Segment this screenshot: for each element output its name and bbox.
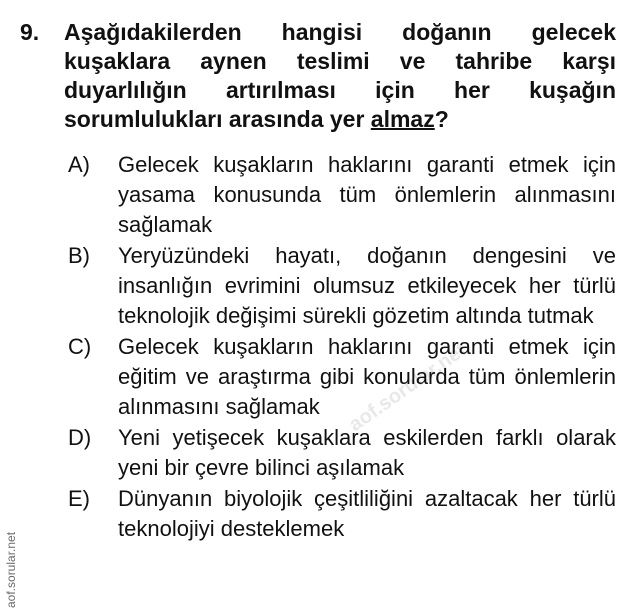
option-text: Gelecek kuşakların haklarını garanti etmek için yasama konusunda tüm önlemlerin alınmasını sağlamak <box>118 152 616 237</box>
option-e[interactable] <box>68 484 616 544</box>
option-b[interactable] <box>68 241 616 331</box>
option-text: Yeryüzündeki hayatı, doğanın dengesini ve insanlığın evrimini olumsuz etkileyecek her türlü teknolojik değişimi sürekli gözetim altında tutmak <box>118 243 616 328</box>
question-block <box>20 18 616 545</box>
option-d[interactable] <box>68 423 616 483</box>
option-text: Dünyanın biyolojik çeşitliliğini azaltacak her türlü teknolojiyi desteklemek <box>118 486 616 541</box>
option-a[interactable] <box>68 150 616 240</box>
question-text-main: Aşağıdakilerden hangisi doğanın gelecek kuşaklara aynen teslimi ve tahribe karşı duyarlılığın artırılması için her kuşağın sorumlulukları arasında yer <box>64 19 616 132</box>
option-letter: E) <box>68 486 90 511</box>
option-letter: C) <box>68 334 92 359</box>
option-text: Gelecek kuşakların haklarını garanti etmek için eğitim ve araştırma gibi konularda tüm önlemlerin alınmasını sağlamak <box>118 334 616 419</box>
option-c[interactable] <box>68 332 616 422</box>
question-mark: ? <box>434 106 449 132</box>
question-stem <box>20 18 616 134</box>
question-number: 9. <box>20 19 40 45</box>
question-emphasis: almaz <box>370 106 435 132</box>
option-letter: A) <box>68 152 90 177</box>
answer-options <box>20 150 616 544</box>
option-letter: D) <box>68 425 92 450</box>
option-text: Yeni yetişecek kuşaklara eskilerden farklı olarak yeni bir çevre bilinci aşılamak <box>118 425 616 480</box>
question-text <box>64 18 616 134</box>
watermark-center: aof.sorular.net <box>345 338 471 437</box>
option-letter: B) <box>68 243 90 268</box>
watermark-side: aof.sorular.net <box>4 531 18 608</box>
